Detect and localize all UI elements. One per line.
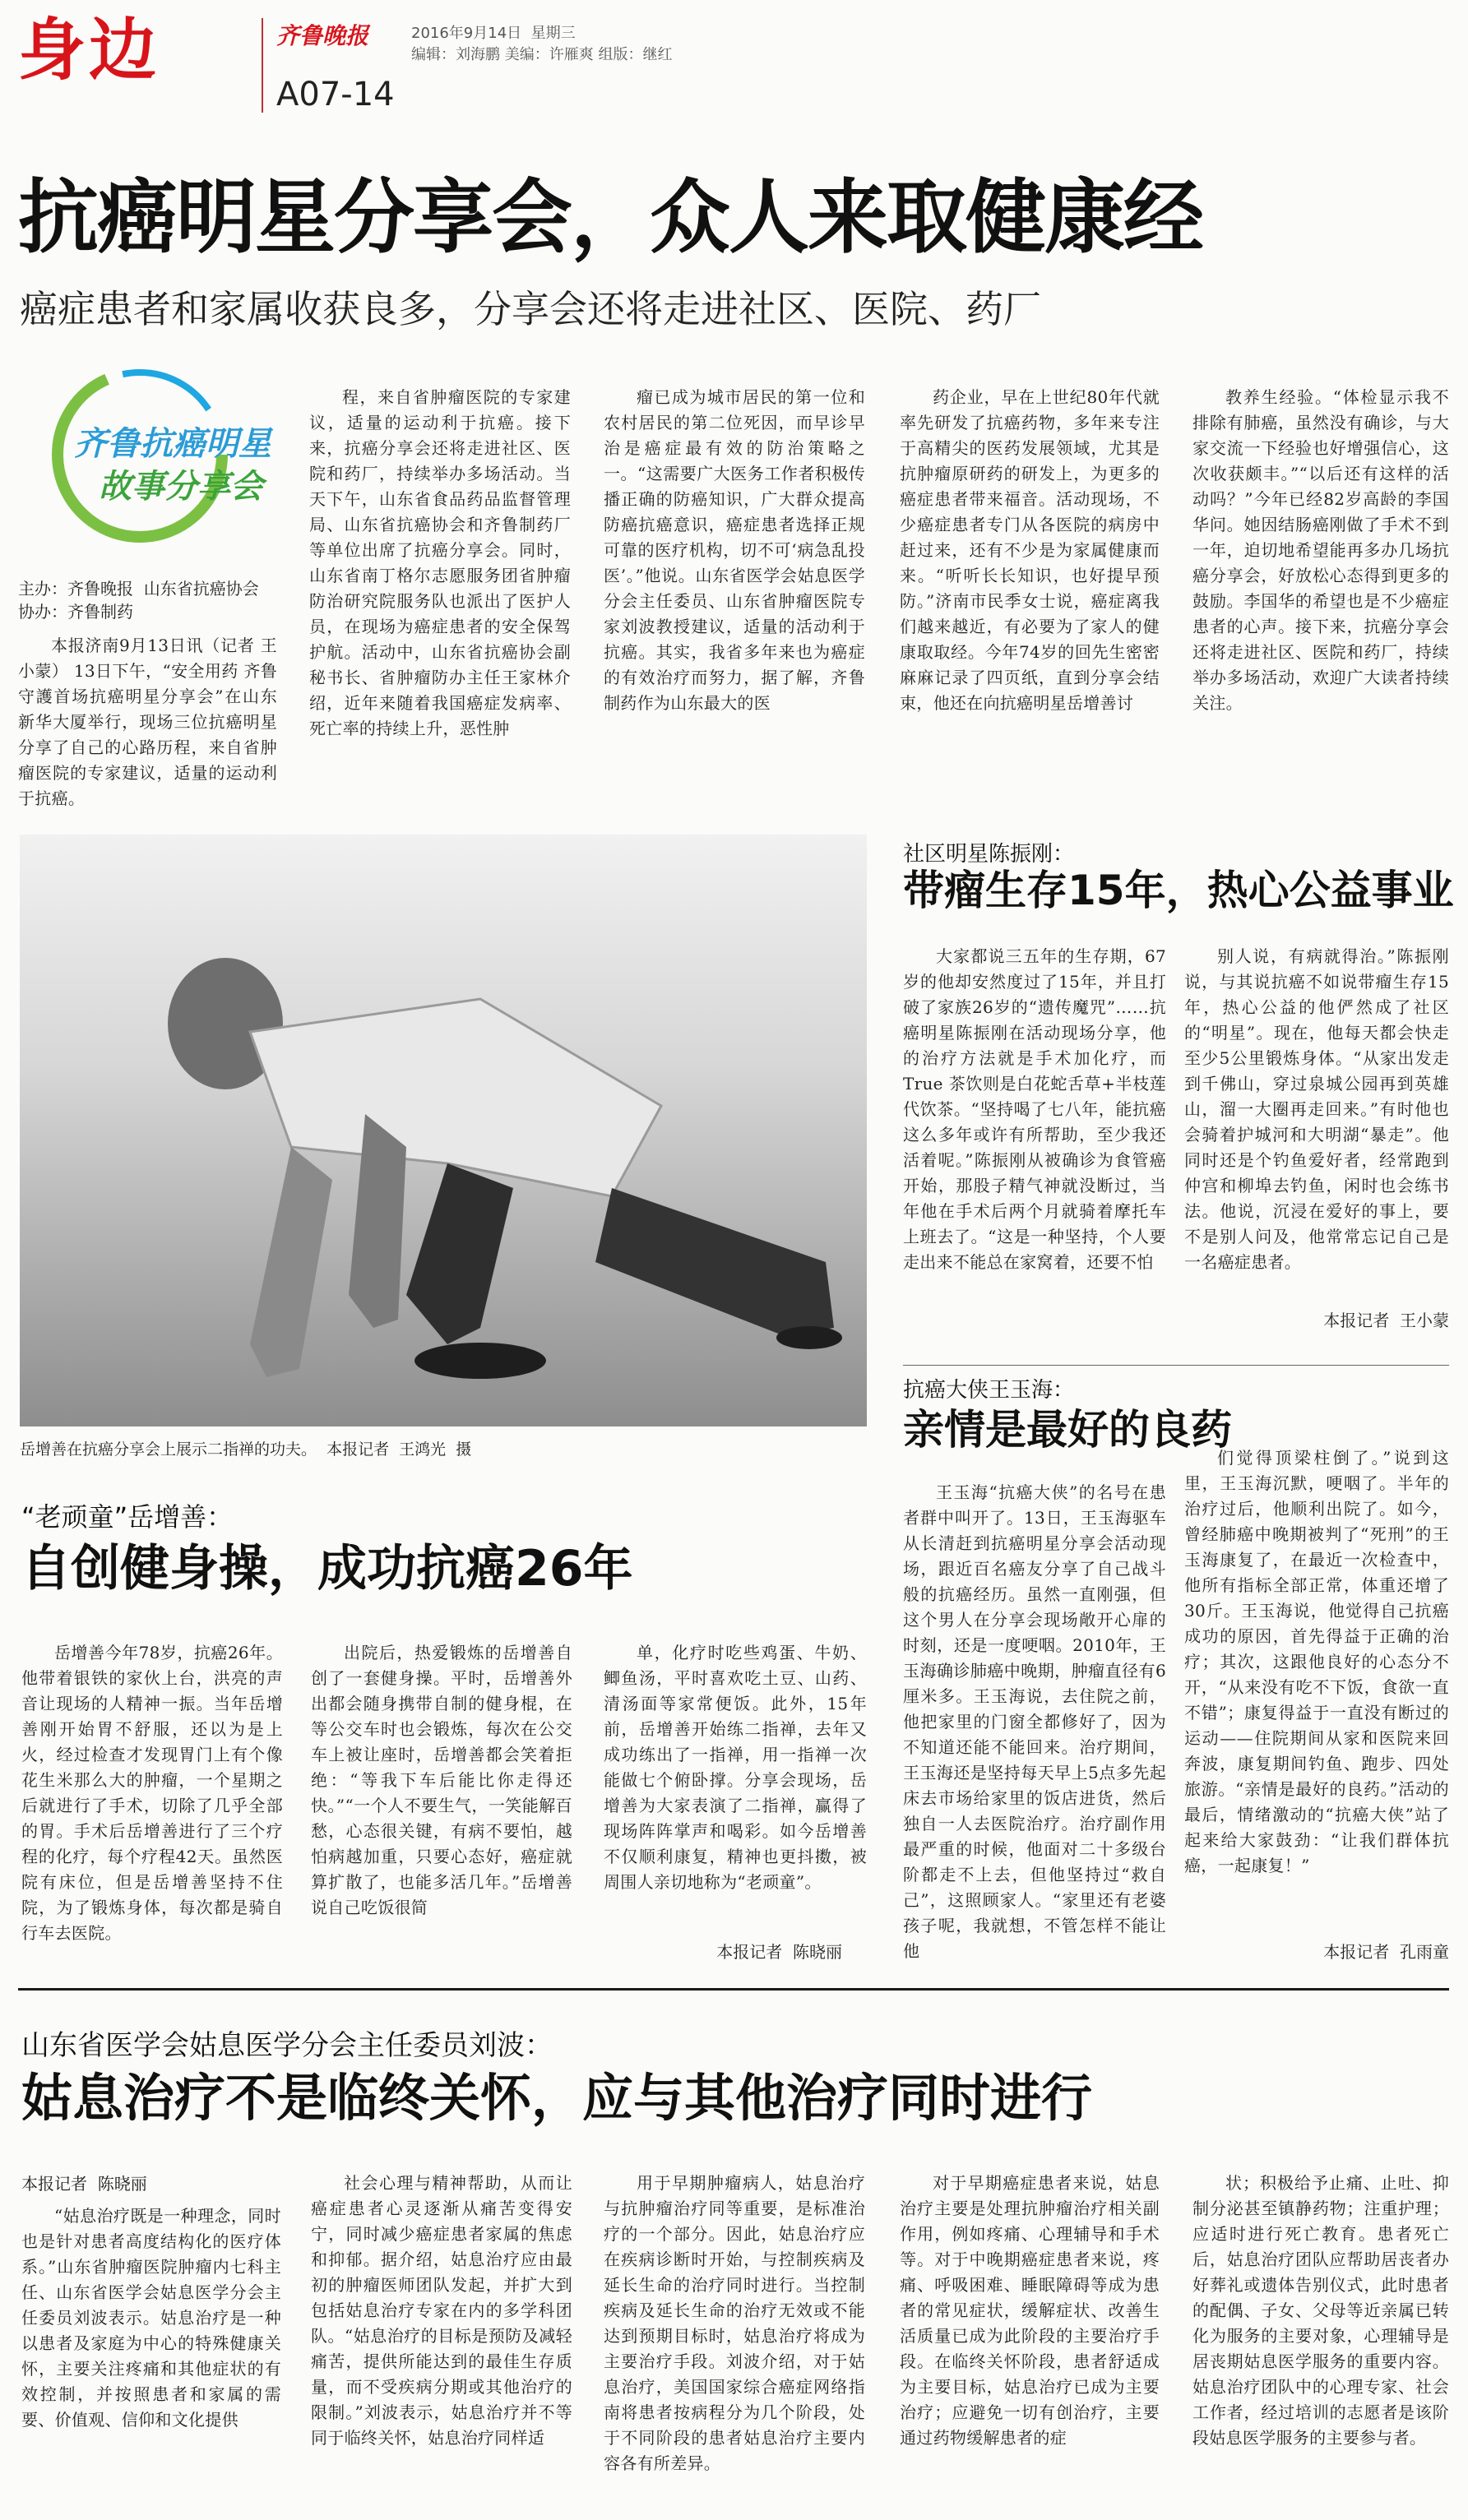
yue-column-1: 岳增善今年78岁，抗癌26年。他带着银铁的家伙上台，洪亮的声音让现场的人精神一振。当年岳增善刚开始胃不舒服，还以为是上火，经过检查才发现胃门上有个像花生米那么大的肿瘤，一个星期之后就进行了手术，切除了几乎全部的胃。手术后岳增善进行了三个疗程的化疗，每个疗程42天。虽然医院有床位，但是岳增善坚持不住院，为了锻炼身体，每次都是骑自行车去医院。 [21,1643,283,1943]
paper-logo: 齐鲁晚报 [276,22,369,49]
masthead-divider [262,18,263,113]
date-line: 2016年9月14日 星期三 [411,25,576,42]
wang-kicker: 抗癌大侠王玉海： [903,1378,1075,1403]
chen-column-1: 大家都说三五年的生存期，67岁的他却安然度过了15年，并且打破了家族26岁的“遗传魔咒”……抗癌明星陈振刚在活动现场分享，他的治疗方法就是手术加化疗，而True 茶饮则是白花蛇舌草+半枝莲代饮茶。“坚持喝了七八年，能抗癌这么多年或许有所帮助，至少我还活着呢。”陈振刚从被确诊为食管癌开始，那股子精气神就没断过，当年他在手术后两个月就骑着摩托车上班去了。“这是一种坚持，个人要走出来不能总在家窝着，还要不怕 [903,946,1166,1272]
co-organizer: 协办：齐鲁制药 [18,602,133,622]
lead-photo [20,835,867,1426]
exercise-figure-icon [20,835,867,1426]
liu-column-5: 状；积极给予止痛、止吐、抑制分泌甚至镇静药物；注重护理；应适时进行死亡教育。患者死亡后，姑息治疗团队应帮助居丧者办好葬礼或遗体告别仪式，此时患者的配偶、子女、父母等近亲属已转化为服务的主要对象，心理辅导是居丧期姑息医学服务的重要内容。姑息治疗团队中的心理专家、社会工作者，经过培训的志愿者是该阶段姑息医学服务的主要参与者。 [1192,2173,1449,2448]
yue-column-3: 单，化疗时吃些鸡蛋、牛奶、鲫鱼汤，平时喜欢吃土豆、山药、清汤面等家常便饭。此外，15年前，岳增善开始练二指禅，去年又成功练出了一指禅，用一指禅一次能做七个俯卧撑。分享会现场，岳增善为大家表演了二指禅，赢得了现场阵阵掌声和喝彩。如今岳增善不仅顺利康复，精神也更抖擞，被周围人亲切地称为“老顽童”。 [604,1643,867,1892]
yue-headline: 自创健身操，成功抗癌26年 [21,1540,633,1598]
lead-column-1: 本报济南9月13日讯（记者 王小蒙） 13日下午，“安全用药 齐鲁守護首场抗癌明星分享会”在山东新华大厦举行，现场三位抗癌明星分享了自己的心路历程，来自省肿瘤医院的专家建议，适量的运动利于抗癌。 [18,636,277,808]
liu-headline: 姑息治疗不是临终关怀，应与其他治疗同时进行 [21,2068,1093,2128]
chen-kicker: 社区明星陈振刚： [903,842,1075,867]
yue-byline: 本报记者 陈晓丽 [716,1942,842,1962]
logo-line-1: 齐鲁抗癌明星 [74,425,271,463]
wang-byline: 本报记者 孔雨童 [1323,1942,1449,1962]
chen-column-2: 别人说，有病就得治。”陈振刚说，与其说抗癌不如说带瘤生存15年，热心公益的他俨然成了社区的“明星”。现在，他每天都会快走至少5公里锻炼身体。“从家出发走到千佛山，穿过泉城公园再到英雄山，溜一大圈再走回来。”有时他也会骑着护城河和大明湖“暴走”。他同时还是个钓鱼爱好者，经常跑到仲宫和柳埠去钓鱼，闲时也会练书法。他说，沉浸在爱好的事上，要不是别人问及，他常常忘记自己是一名癌症患者。 [1184,946,1449,1272]
page-number: A07-14 [276,76,395,113]
yue-kicker: “老顽童”岳增善： [21,1501,234,1533]
wang-column-1: 王玉海“抗癌大侠”的名号在患者群中叫开了。13日，王玉海驱车从长清赶到抗癌明星分享会活动现场，跟近百名癌友分享了自己战斗般的抗癌经历。虽然一直刚强，但这个男人在分享会现场敞开心扉的时刻，还是一度哽咽。2010年，王玉海确诊肺癌中晚期，肿瘤直径有6厘米多。王玉海说，去住院之前，他把家里的门窗全都修好了，因为不知道还能不能回来。治疗期间，王玉海还是坚持每天早上5点多先起床去市场给家里的饭店进货，然后独自一人去医院治疗。治疗副作用最严重的时候，他面对二十多级台阶都走不上去，但他坚持过“救自己”，这照顾家人。“家里还有老婆孩子呢，我就想，不管怎样不能让他 [903,1482,1166,1961]
liu-column-3: 用于早期肿瘤病人，姑息治疗与抗肿瘤治疗同等重要，是标准治疗的一个部分。因此，姑息治疗应在疾病诊断时开始，与控制疾病及延长生命的治疗同时进行。当控制疾病及延长生命的治疗无效或不能达到预期目标时，姑息治疗将成为主要治疗手段。刘波介绍，对于姑息治疗，美国国家综合癌症网络指南将患者按病程分为几个阶段，处于不同阶段的患者姑息治疗主要内容各有所差异。 [604,2173,865,2473]
lead-headline: 抗癌明星分享会，众人来取健康经 [18,171,1203,265]
logo-line-2: 故事分享会 [99,468,263,506]
chen-wang-divider [903,1365,1449,1366]
liu-column-2: 社会心理与精神帮助，从而让癌症患者心灵逐渐从痛苦变得安宁，同时减少癌症患者家属的焦虑和抑郁。据介绍，姑息治疗应由最初的肿瘤医师团队发起，并扩大到包括姑息治疗专家在内的多学科团队。“姑息治疗的目标是预防及减轻痛苦，提供所能达到的最佳生存质量，而不受疾病分期或其他治疗的限制。”刘波表示，姑息治疗并不等同于临终关怀，姑息治疗同样适 [311,2173,572,2448]
lead-subhead: 癌症患者和家属收获良多，分享会还将走进社区、医院、药厂 [20,287,1041,331]
liu-column-1: “姑息治疗既是一种理念，同时也是针对患者高度结构化的医疗体系。”山东省肿瘤医院肿瘤内七科主任、山东省医学会姑息医学分会主任委员刘波表示。姑息治疗是一种以患者及家庭为中心的特殊健康关怀，主要关注疼痛和其他症状的有效控制，并按照患者和家属的需要、价值观、信仰和文化提供 [21,2206,281,2430]
chen-headline: 带瘤生存15年，热心公益事业 [903,867,1454,914]
lead-column-3: 瘤已成为城市居民的第一位和农村居民的第二位死因，而早诊早治是癌症最有效的防治策略之一。“这需要广大医务工作者积极传播正确的防癌知识，广大群众提高防癌抗癌意识，癌症患者选择正规可靠的医疗机构，切不可‘病急乱投医’。”他说。山东省医学会姑息医学分会主任委员、山东省肿瘤医院专家刘波教授建议，适量的活动利于抗癌。其实，我省多年来也为癌症的有效治疗而努力，据了解，齐鲁制药作为山东最大的医 [604,387,865,713]
editors-line: 编辑：刘海鹏 美编：许雁爽 组版：继红 [411,46,673,63]
wang-column-2: 们觉得顶梁柱倒了。”说到这里，王玉海沉默，哽咽了。半年的治疗过后，他顺利出院了。如今，曾经肺癌中晚期被判了“死刑”的王玉海康复了，在最近一次检查中，他所有指标全部正常，体重还增了30斤。王玉海说，他觉得自己抗癌成功的原因，首先得益于正确的治疗；其次，这跟他良好的心态分不开，“从来没有吃不下饭，食欲一直不错”；康复得益于一直没有断过的运动——住院期间从家和医院来回奔波，康复期间钓鱼、跑步、四处旅游。“亲情是最好的良药。”活动的最后，情绪激动的“抗癌大侠”站了起来给大家鼓劲：“让我们群体抗癌，一起康复！” [1184,1448,1449,1875]
share-event-logo [25,360,296,549]
liu-kicker: 山东省医学会姑息医学分会主任委员刘波： [21,2029,553,2062]
lead-column-4: 药企业，早在上世纪80年代就率先研发了抗癌药物，多年来专注于高精尖的医药发展领域，尤其是抗肿瘤原研药的研发上，为更多的癌症患者带来福音。活动现场，不少癌症患者专门从各医院的病房中赶过来，还有不少是为家属健康而来。“听听长长知识，也好提早预防。”济南市民季女士说，癌症离我们越来越近，有必要为了家人的健康取取经。今年74岁的回先生密密麻麻记录了四页纸，直到分享会结束，他还在向抗癌明星岳增善讨 [900,387,1160,713]
photo-caption: 岳增善在抗癌分享会上展示二指禅的功夫。 本报记者 王鸿光 摄 [20,1440,472,1459]
bottom-section-divider [18,1988,1449,1991]
liu-column-4: 对于早期癌症患者来说，姑息治疗主要是处理抗肿瘤治疗相关副作用，例如疼痛、心理辅导和手术等。对于中晚期癌症患者来说，疼痛、呼吸困难、睡眠障碍等成为患者的常见症状，缓解症状、改善生活质量已成为此阶段的主要治疗手段。在临终关怀阶段，患者舒适成为主要目标，姑息治疗已成为主要治疗；应避免一切有创治疗，主要通过药物缓解患者的症 [900,2173,1160,2448]
wang-headline: 亲情是最好的良药 [903,1406,1232,1454]
yue-column-2: 出院后，热爱锻炼的岳增善自创了一套健身操。平时，岳增善外出都会随身携带自制的健身棍，在等公交车时也会锻炼，每次在公交车上被让座时，岳增善都会笑着拒绝：“等我下车后能比你走得还快。”“一个人不要生气，一笑能解百愁，心态很关键，有病不要怕，越怕病越加重，只要心态好，癌症就算扩散了，也能多活几年。”岳增善说自己吃饭很简 [311,1643,572,1917]
lead-column-5: 教养生经验。“体检显示我不排除有肺癌，虽然没有确诊，与大家交流一下经验也好增强信心，这次收获颇丰。”“以后还有这样的活动吗？”今年已经82岁高龄的李国华问。她因结肠癌刚做了手术不到一年，迫切地希望能再多办几场抗癌分享会，好放松心态得到更多的鼓励。李国华的希望也是不少癌症患者的心声。接下来，抗癌分享会还将走进社区、医院和药厂，持续举办多场活动，欢迎广大读者持续关注。 [1192,387,1449,713]
organizers: 主办：齐鲁晚报 山东省抗癌协会 [18,579,259,599]
lead-column-2: 程，来自省肿瘤医院的专家建议，适量的运动利于抗癌。接下来，抗癌分享会还将走进社区、医院和药厂，持续举办多场活动。当天下午，山东省食品药品监督管理局、山东省抗癌协会和齐鲁制药厂等单位出席了抗癌分享会。同时，山东省南丁格尔志愿服务团省肿瘤防治研究院服务队也派出了医护人员，在现场为癌症患者的安全保驾护航。活动中，山东省抗癌协会副秘书长、省肿瘤防办主任王家林介绍，近年来随着我国癌症发病率、死亡率的持续上升，恶性肿 [309,387,571,738]
section-title: 身边 [18,12,160,90]
liu-byline: 本报记者 陈晓丽 [21,2174,147,2194]
chen-byline: 本报记者 王小蒙 [1323,1311,1449,1330]
